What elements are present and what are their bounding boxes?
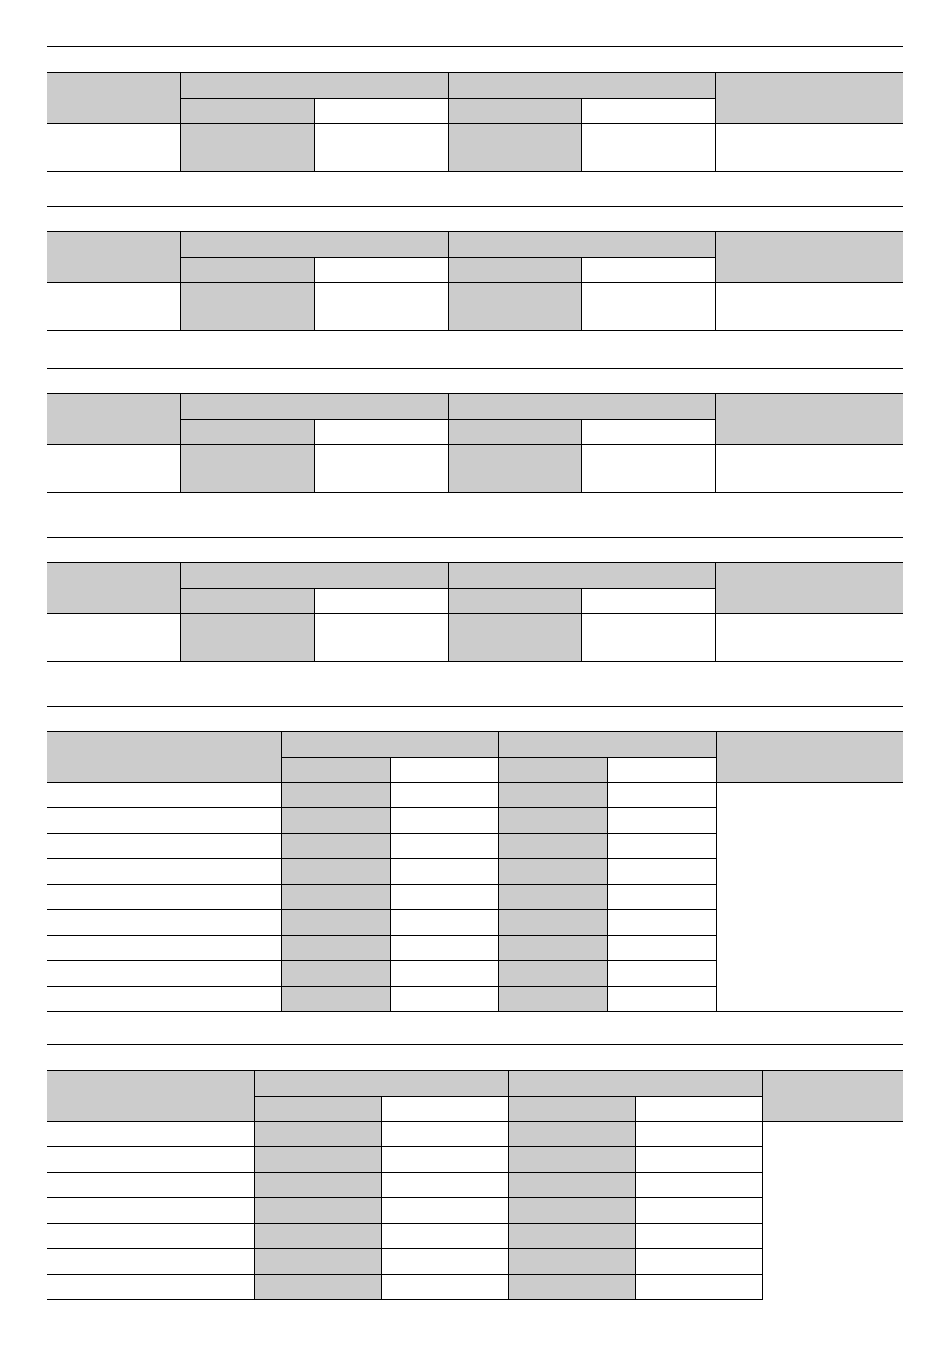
sub-header-cell: [448, 420, 581, 445]
spec-table-6: [47, 1070, 903, 1300]
table-cell: [180, 614, 314, 662]
table-cell: [281, 910, 390, 936]
table-cell: [254, 1147, 381, 1173]
spec-table-2: [47, 231, 903, 331]
table-cell: [180, 124, 314, 172]
table-cell: [390, 987, 498, 1012]
table-cell: [381, 1249, 508, 1275]
table-cell: [47, 910, 281, 936]
spec-table-3: [47, 393, 903, 493]
group-header-cell: [180, 563, 448, 589]
table-cell: [254, 1224, 381, 1249]
row-header-cell: [47, 394, 180, 445]
sub-header-cell: [635, 1097, 762, 1122]
table-cell: [180, 283, 314, 331]
table-cell: [635, 1224, 762, 1249]
table-cell: [715, 614, 903, 662]
table-cell: [498, 987, 607, 1012]
table-cell: [448, 445, 581, 493]
table-cell: [508, 1224, 635, 1249]
table-cell: [508, 1249, 635, 1275]
sub-header-cell: [581, 589, 715, 614]
table-cell: [607, 783, 716, 808]
sub-header-cell: [281, 758, 390, 783]
spec-table-4: [47, 562, 903, 662]
last-header-cell: [715, 73, 903, 124]
sub-header-cell: [498, 758, 607, 783]
sub-header-cell: [314, 589, 448, 614]
sub-header-cell: [254, 1097, 381, 1122]
group-header-cell: [254, 1071, 508, 1097]
sub-header-cell: [180, 420, 314, 445]
table-cell: [281, 987, 390, 1012]
sub-header-cell: [581, 99, 715, 124]
section-rule: [47, 206, 903, 207]
table-cell: [498, 859, 607, 885]
sub-header-cell: [314, 420, 448, 445]
table-cell: [448, 283, 581, 331]
table-cell: [47, 808, 281, 834]
last-header-cell: [715, 394, 903, 445]
section-rule: [47, 537, 903, 538]
table-cell: [381, 1147, 508, 1173]
table-cell: [390, 859, 498, 885]
table-cell: [254, 1198, 381, 1224]
table-cell: [381, 1122, 508, 1147]
table-cell: [314, 283, 448, 331]
table-cell: [281, 834, 390, 859]
sub-header-cell: [607, 758, 716, 783]
table-cell: [390, 834, 498, 859]
table-cell: [607, 936, 716, 961]
table-cell: [47, 859, 281, 885]
sub-header-cell: [381, 1097, 508, 1122]
table-cell: [47, 1147, 254, 1173]
table-cell: [281, 961, 390, 987]
section-rule: [47, 706, 903, 707]
table-cell: [498, 885, 607, 910]
table-cell: [448, 124, 581, 172]
table-cell: [281, 885, 390, 910]
table-cell: [281, 783, 390, 808]
group-header-cell: [180, 73, 448, 99]
table-cell: [254, 1173, 381, 1198]
table-cell: [607, 910, 716, 936]
row-header-cell: [47, 232, 180, 283]
table-cell: [581, 614, 715, 662]
sub-header-cell: [581, 420, 715, 445]
table-cell: [607, 987, 716, 1012]
table-cell: [281, 859, 390, 885]
table-cell: [47, 614, 180, 662]
table-cell: [498, 808, 607, 834]
table-cell: [254, 1275, 381, 1300]
table-cell: [498, 834, 607, 859]
sub-header-cell: [314, 99, 448, 124]
table-cell: [47, 783, 281, 808]
table-cell: [607, 885, 716, 910]
table-cell: [47, 961, 281, 987]
table-cell: [314, 124, 448, 172]
sub-header-cell: [448, 258, 581, 283]
last-header-cell: [716, 732, 903, 783]
table-cell: [254, 1122, 381, 1147]
table-cell: [381, 1275, 508, 1300]
table-cell: [635, 1275, 762, 1300]
sub-header-cell: [180, 589, 314, 614]
sub-header-cell: [180, 99, 314, 124]
table-cell: [47, 283, 180, 331]
sub-header-cell: [448, 99, 581, 124]
table-cell: [47, 1122, 254, 1147]
table-cell: [498, 961, 607, 987]
table-cell: [281, 808, 390, 834]
table-cell: [635, 1173, 762, 1198]
table-cell: [607, 834, 716, 859]
group-header-cell: [448, 394, 715, 420]
table-cell: [390, 783, 498, 808]
sub-header-cell: [390, 758, 498, 783]
sub-header-cell: [180, 258, 314, 283]
table-cell: [498, 936, 607, 961]
sub-header-cell: [508, 1097, 635, 1122]
group-header-cell: [180, 394, 448, 420]
table-cell: [390, 808, 498, 834]
table-cell: [47, 445, 180, 493]
table-cell: [635, 1249, 762, 1275]
table-cell: [47, 1173, 254, 1198]
table-cell: [281, 936, 390, 961]
group-header-cell: [448, 73, 715, 99]
table-cell: [635, 1122, 762, 1147]
table-cell: [607, 859, 716, 885]
table-cell: [390, 961, 498, 987]
table-cell: [314, 614, 448, 662]
table-cell: [314, 445, 448, 493]
row-header-cell: [47, 732, 281, 783]
spec-table-5: [47, 731, 903, 1012]
table-cell: [381, 1173, 508, 1198]
table-cell: [508, 1173, 635, 1198]
table-cell: [715, 283, 903, 331]
section-rule: [47, 1044, 903, 1045]
table-cell: [498, 910, 607, 936]
row-header-cell: [47, 73, 180, 124]
table-cell: [254, 1249, 381, 1275]
table-cell: [607, 961, 716, 987]
table-cell: [180, 445, 314, 493]
table-cell: [508, 1275, 635, 1300]
group-header-cell: [498, 732, 716, 758]
sub-header-cell: [448, 589, 581, 614]
table-cell: [381, 1198, 508, 1224]
table-cell: [47, 885, 281, 910]
last-header-cell: [715, 232, 903, 283]
table-cell: [581, 283, 715, 331]
section-rule: [47, 368, 903, 369]
table-cell: [47, 124, 180, 172]
group-header-cell: [281, 732, 498, 758]
table-cell: [47, 1249, 254, 1275]
table-cell: [390, 936, 498, 961]
section-rule: [47, 46, 903, 47]
table-cell: [47, 1198, 254, 1224]
group-header-cell: [508, 1071, 762, 1097]
table-cell: [390, 910, 498, 936]
table-cell: [47, 1275, 254, 1300]
table-cell: [498, 783, 607, 808]
table-cell: [381, 1224, 508, 1249]
table-cell: [508, 1122, 635, 1147]
group-header-cell: [180, 232, 448, 258]
table-cell: [390, 885, 498, 910]
merged-cell: [716, 783, 903, 1012]
table-cell: [47, 936, 281, 961]
table-cell: [47, 834, 281, 859]
table-cell: [448, 614, 581, 662]
spec-table-1: [47, 72, 903, 172]
table-cell: [607, 808, 716, 834]
table-cell: [47, 1224, 254, 1249]
group-header-cell: [448, 563, 715, 589]
table-cell: [715, 445, 903, 493]
last-header-cell: [762, 1071, 903, 1122]
merged-cell: [762, 1122, 903, 1300]
group-header-cell: [448, 232, 715, 258]
sub-header-cell: [314, 258, 448, 283]
sub-header-cell: [581, 258, 715, 283]
table-cell: [508, 1147, 635, 1173]
table-cell: [581, 445, 715, 493]
table-cell: [47, 987, 281, 1012]
table-cell: [715, 124, 903, 172]
row-header-cell: [47, 1071, 254, 1122]
table-cell: [581, 124, 715, 172]
table-cell: [635, 1198, 762, 1224]
table-cell: [508, 1198, 635, 1224]
table-cell: [635, 1147, 762, 1173]
last-header-cell: [715, 563, 903, 614]
row-header-cell: [47, 563, 180, 614]
